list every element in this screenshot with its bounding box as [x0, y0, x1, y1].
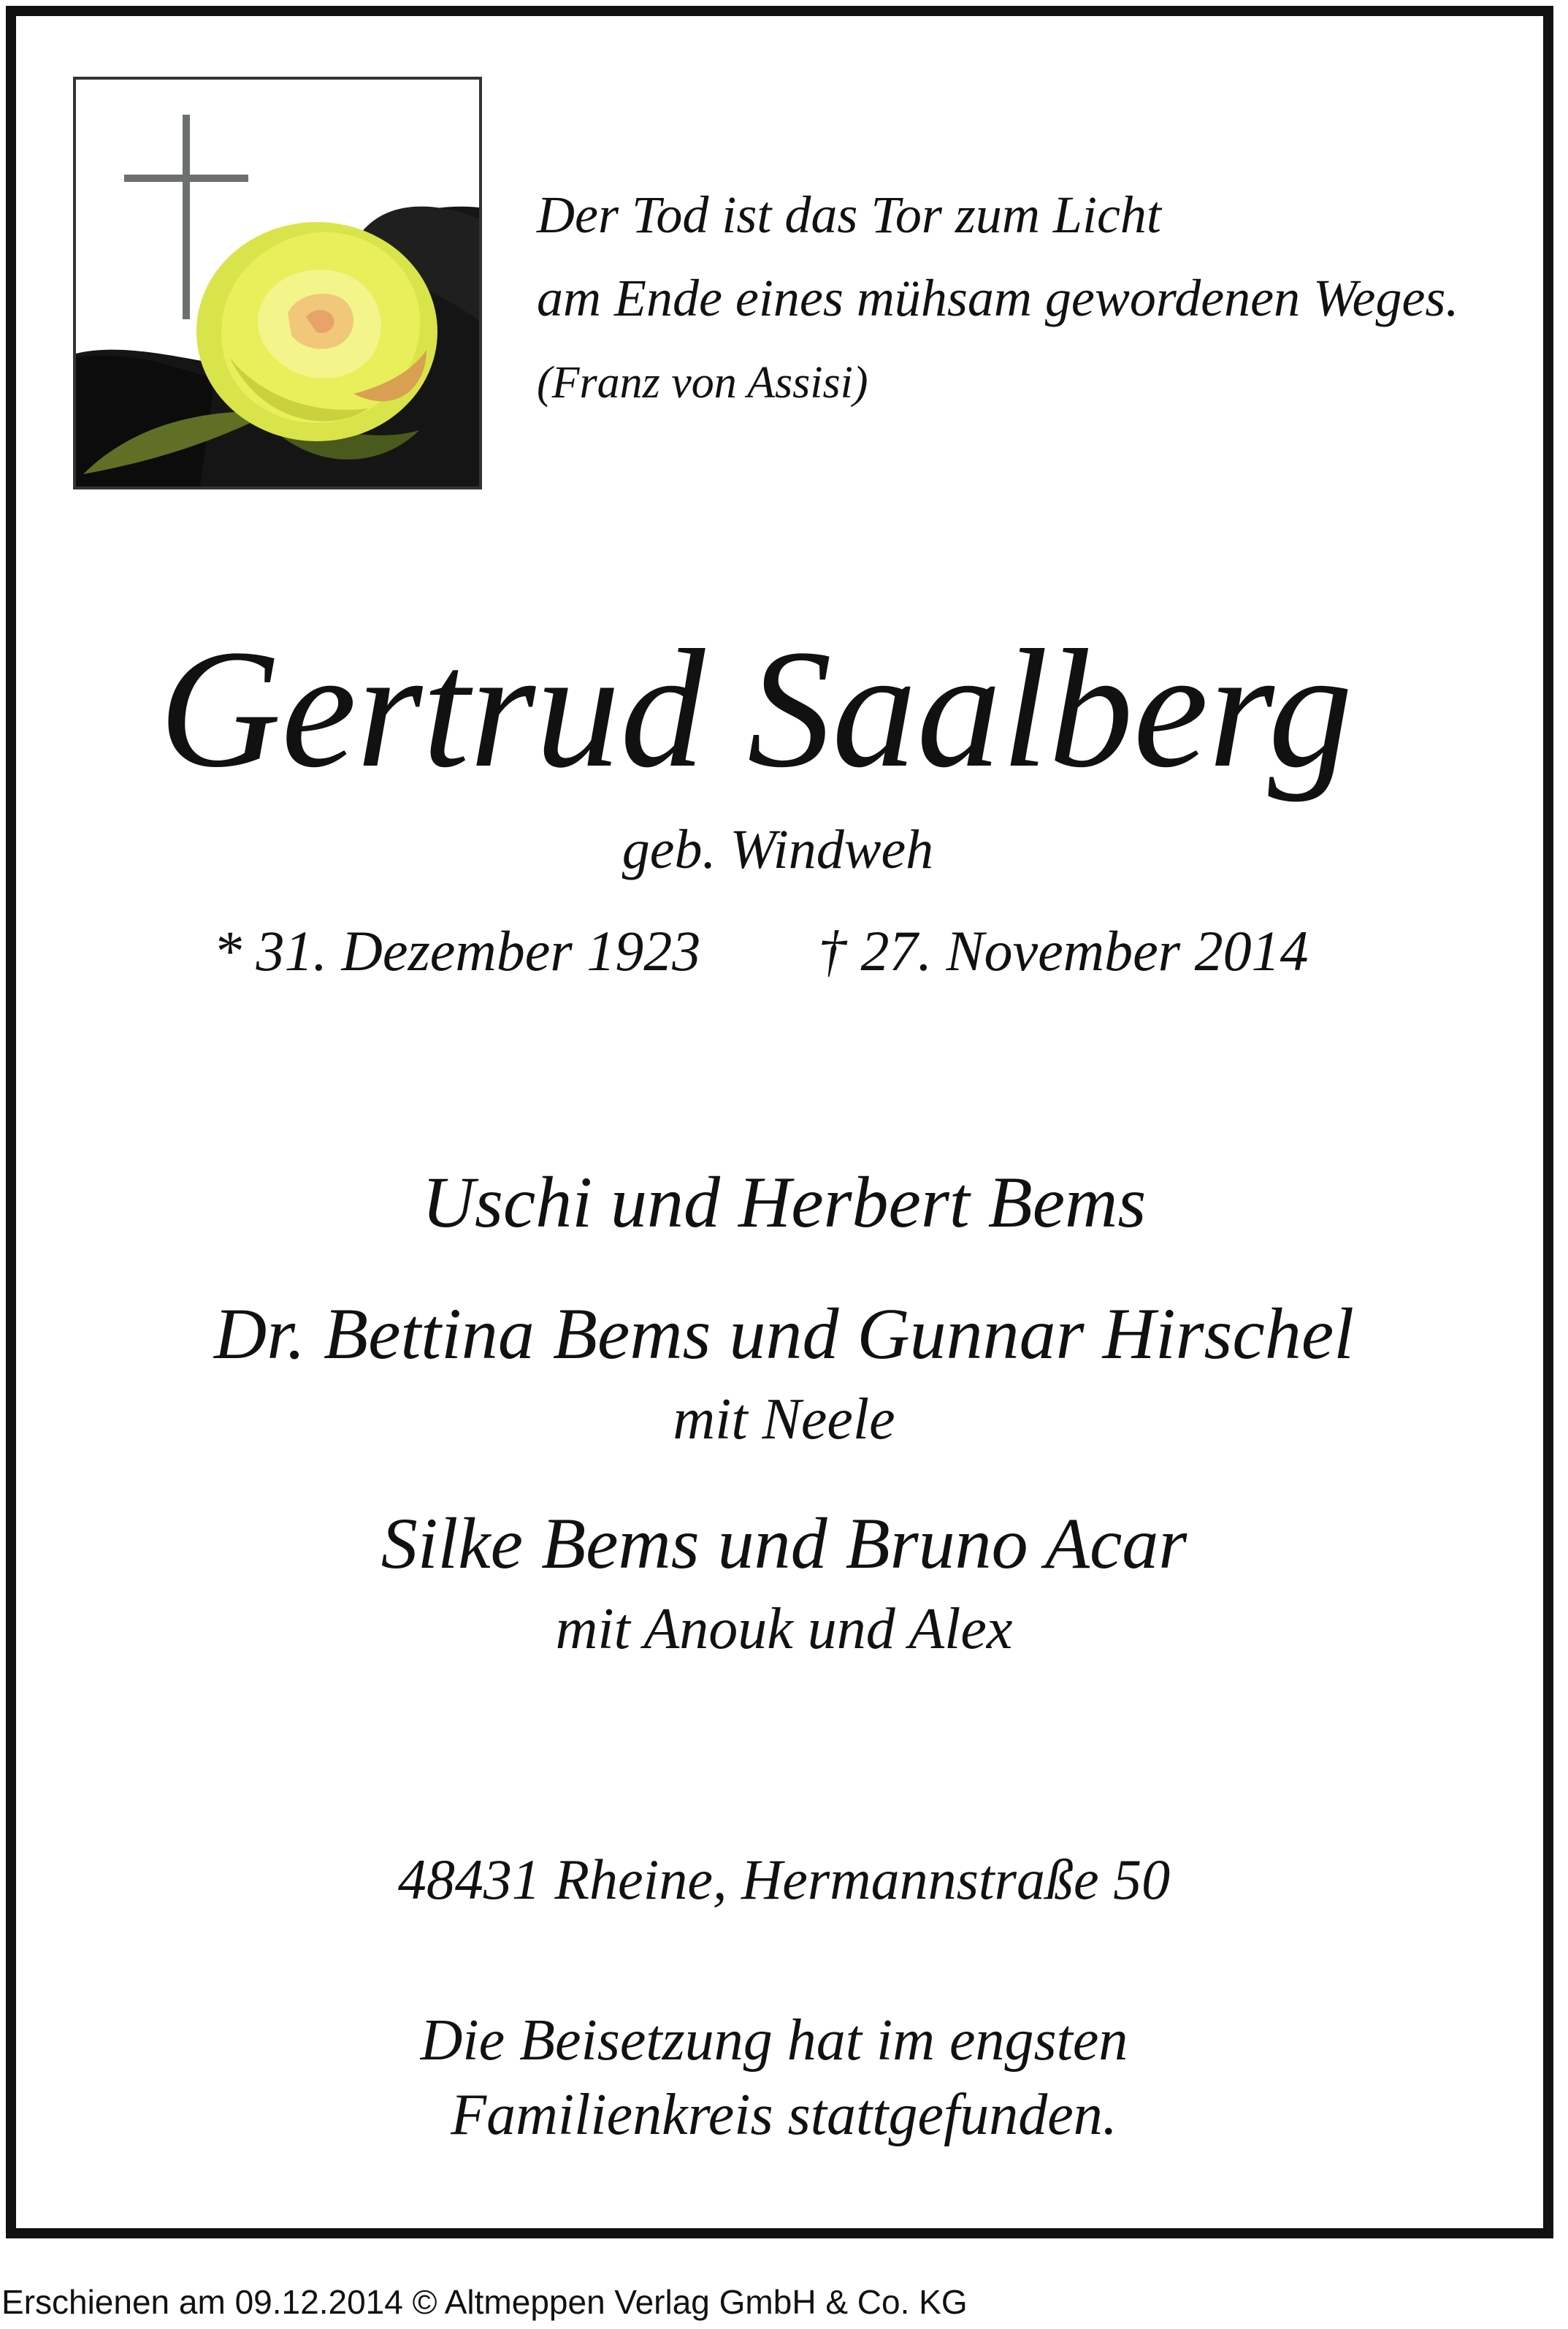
address: 48431 Rheine, Hermannstraße 50 [397, 1848, 1171, 1911]
mourner-line: Dr. Bettina Bems und Gunnar Hirschel [214, 1293, 1354, 1374]
funeral-note-line-1: Die Beisetzung hat im engsten [420, 2008, 1128, 2073]
quote-line-1: Der Tod ist das Tor zum Licht [537, 186, 1161, 244]
deceased-name: Gertrud Saalberg [158, 615, 1353, 803]
quote-source: (Franz von Assisi) [537, 358, 868, 408]
mourner-line: Uschi und Herbert Bems [421, 1162, 1147, 1243]
quote-line-2: am Ende eines mühsam gewordenen Weges. [537, 269, 1459, 327]
funeral-note-line-2: Familienkreis stattgefunden. [451, 2083, 1117, 2147]
publication-footer: Erschienen am 09.12.2014 © Altmeppen Verlag GmbH & Co. KG [1, 2283, 968, 2321]
birth-date: * 31. Dezember 1923 [213, 919, 701, 983]
mourner-children: mit Anouk und Alex [555, 1597, 1013, 1661]
cross-and-rose-image [73, 77, 482, 489]
death-date: † 27. November 2014 [818, 919, 1309, 983]
mourner-children: mit Neele [673, 1387, 895, 1452]
maiden-name: geb. Windweh [622, 819, 934, 880]
rose-icon [196, 222, 437, 441]
mourner-line: Silke Bems und Bruno Acar [380, 1503, 1188, 1584]
